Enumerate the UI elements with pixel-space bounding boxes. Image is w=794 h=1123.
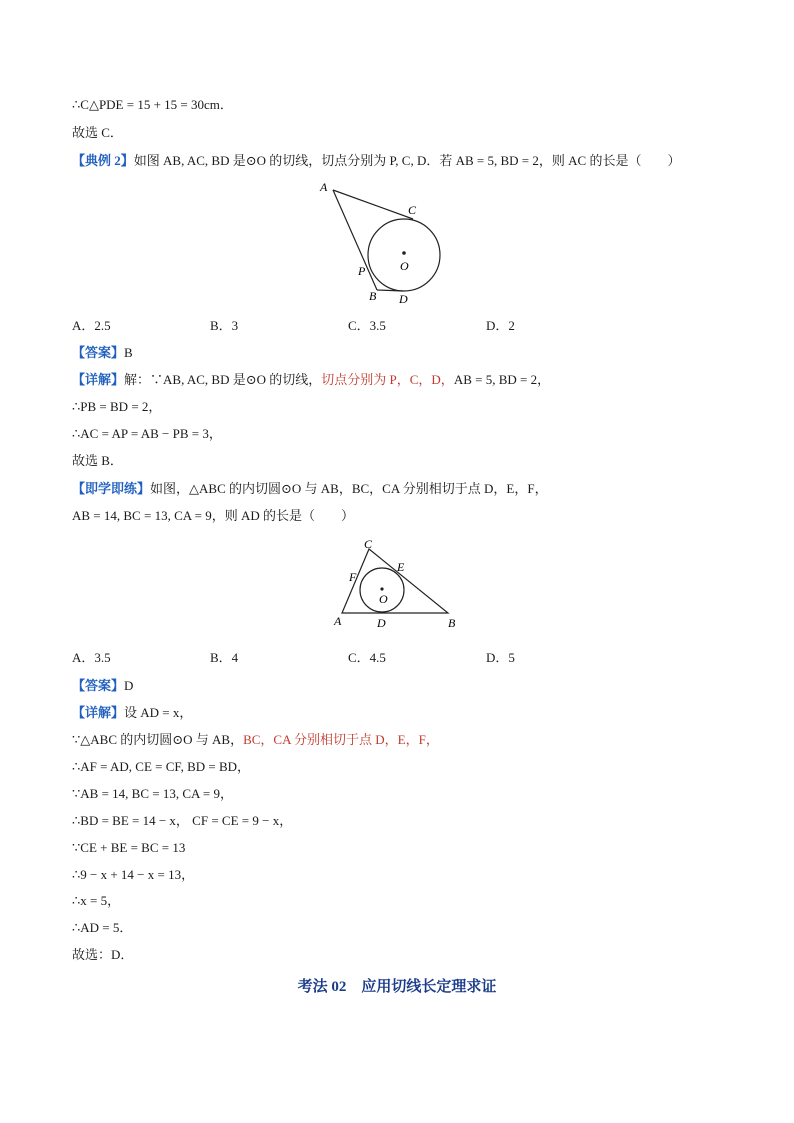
segment-ab [333,190,377,290]
label-b: B [369,289,377,303]
practice-text: 如图，△ABC 的内切圆⊙O 与 AB，BC，CA 分别相切于点 D，E，F， [150,481,548,496]
center-dot [402,251,406,255]
figure-2 [330,534,465,634]
step-8: ∴AD = 5． [72,920,133,935]
option-a: A．2.5 [72,318,111,333]
detail-highlight: 切点分别为 P，C，D， [321,372,454,387]
option-a-2: A．3.5 [72,650,111,665]
circle-o [368,219,440,291]
practice-question-2: AB = 14, BC = 13, CA = 9，则 AD 的长是（ ） [72,508,355,523]
example-2-question [72,152,680,170]
label-b2: B [448,616,456,630]
label-a2: A [334,614,342,628]
detail-tag: 【详解】 [72,372,125,387]
center-dot-2 [380,587,383,590]
answer-value-2: D [124,678,134,693]
figure-1 [300,176,470,311]
step-ac: ∴AC = AP = AB − PB = 3， [72,426,222,441]
answer-value: B [124,345,133,360]
triangle-abc [342,549,448,613]
answer-1 [72,344,133,362]
label-e2: E [397,560,405,574]
option-b-2: B．4 [210,650,239,665]
practice-tag: 【即学即练】 [72,481,151,496]
detail-tag-2: 【详解】 [72,705,125,720]
section-heading: 考法 02 应用切线长定理求证 [297,979,497,995]
detail-text: 解：∵AB, AC, BD 是⊙O 的切线， [124,372,322,387]
example-tag: 【典例 2】 [72,153,134,168]
conclusion-line: ∴C△PDE = 15 + 15 = 30cm． [72,97,233,112]
answer-tag: 【答案】 [72,345,125,360]
step-1-text: ∵△ABC 的内切圆⊙O 与 AB， [72,732,244,747]
answer-2 [72,677,133,695]
label-f2: F [349,570,357,584]
label-d: D [399,292,408,306]
segment-ac [333,190,413,219]
option-d: D．2 [486,318,515,333]
option-b: B．3 [210,318,239,333]
label-d2: D [377,616,386,630]
option-c: C．3.5 [348,318,386,333]
step-2: ∴AF = AD, CE = CF, BD = BD， [72,759,251,774]
detail-1 [72,371,550,389]
choice-line: 故选 C． [72,125,123,140]
step-7: ∴x = 5， [72,893,121,908]
label-o2: O [379,592,388,606]
step-pb: ∴PB = BD = 2， [72,399,162,414]
example-text: 如图 AB, AC, BD 是⊙O 的切线，切点分别为 P, C, D．若 AB = 5, BD = 2，则 AC 的长是（ ） [133,153,681,168]
step-1 [72,731,439,749]
step-6: ∴9 − x + 14 − x = 13， [72,867,195,882]
detail-2 [72,704,192,722]
detail-text-b: AB = 5, BD = 2， [453,372,551,387]
option-d-2: D．5 [486,650,515,665]
label-c2: C [364,537,373,551]
label-c: C [408,203,417,217]
practice-question [72,480,548,498]
step-1-highlight: BC，CA 分别相切于点 D，E，F， [243,732,439,747]
option-c-2: C．4.5 [348,650,386,665]
step-3: ∵AB = 14, BC = 13, CA = 9， [72,786,234,801]
step-5: ∵CE + BE = BC = 13 [72,840,186,855]
step-9: 故选：D． [72,947,134,962]
choice-b-line: 故选 B． [72,453,123,468]
label-p: P [358,264,366,278]
step-4: ∴BD = BE = 14 − x， CF = CE = 9 − x， [72,813,293,828]
answer-tag-2: 【答案】 [72,678,125,693]
detail-text-2: 设 AD = x， [124,705,193,720]
label-o: O [400,259,409,273]
label-a: A [320,180,328,194]
